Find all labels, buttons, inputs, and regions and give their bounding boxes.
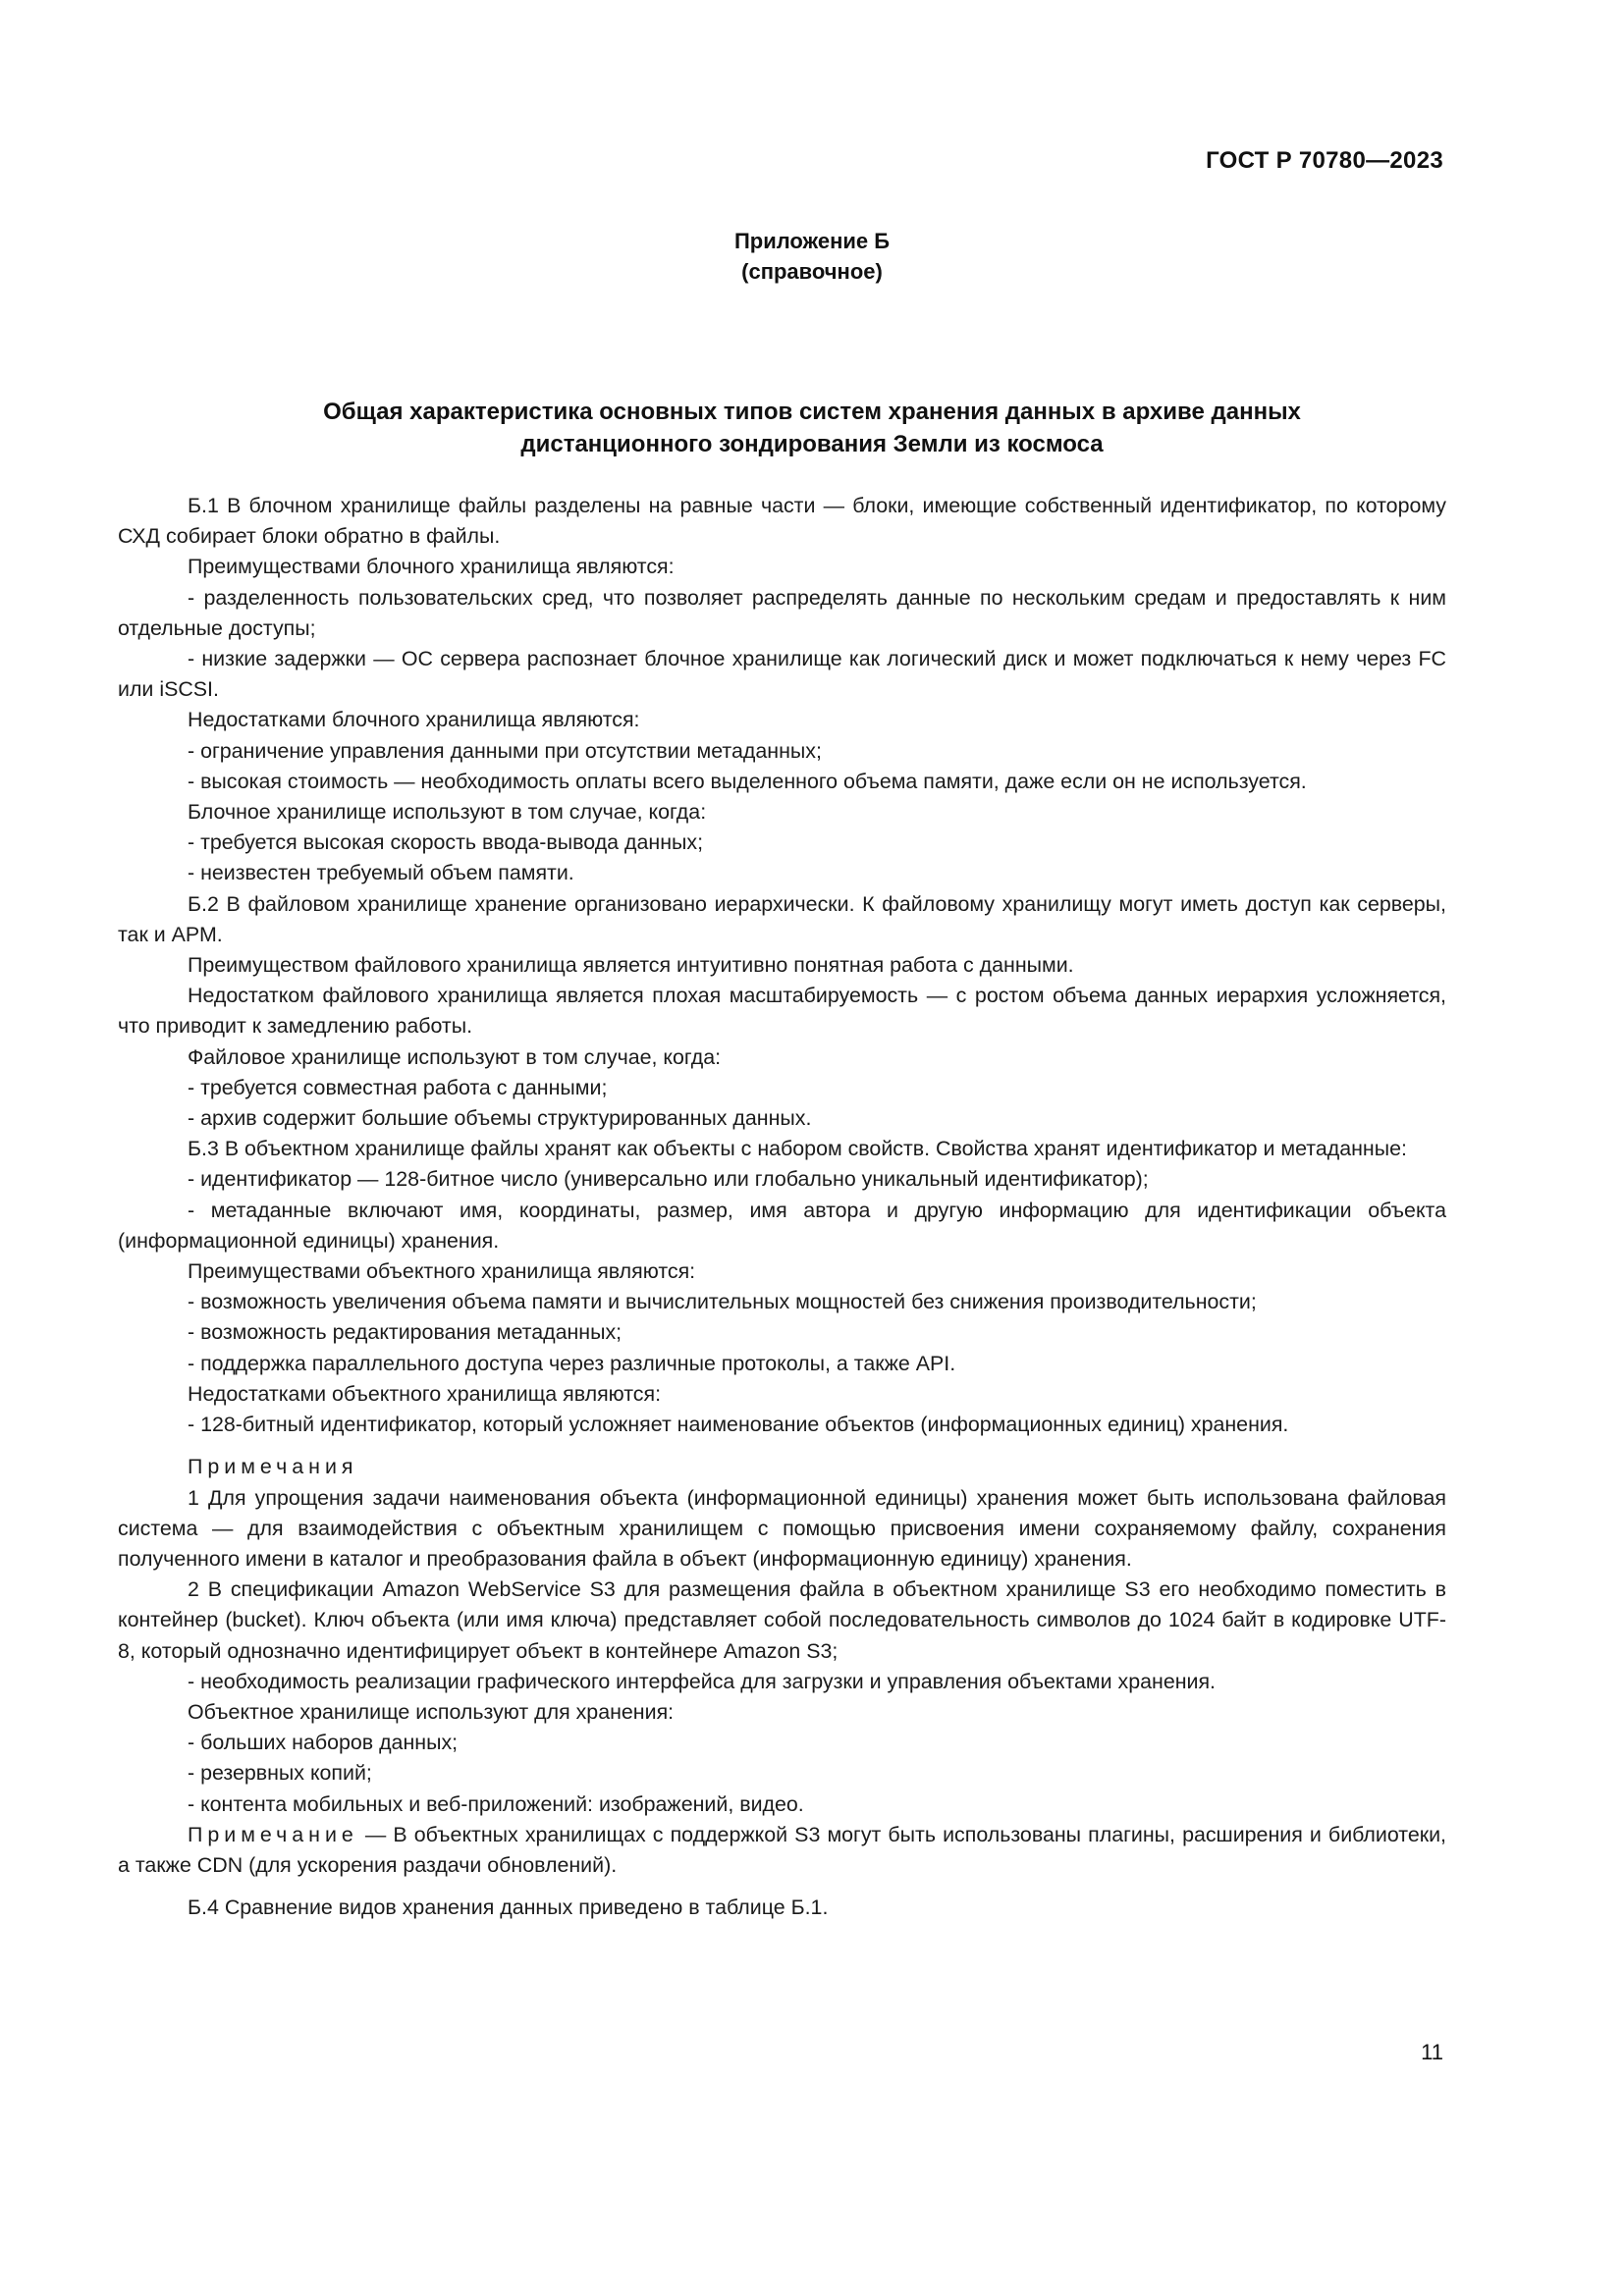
list-item: - резервных копий;	[188, 1761, 372, 1786]
spacer	[118, 1881, 1446, 1893]
title-line-2: дистанционного зондирования Земли из космоса	[520, 431, 1104, 457]
list-item: - поддержка параллельного доступа через различные протоколы, а также API.	[188, 1351, 956, 1375]
list-item: - неизвестен требуемый объем памяти.	[188, 861, 574, 885]
paragraph: Объектное хранилище используют для хранения:	[188, 1699, 675, 1724]
list-item: - высокая стоимость — необходимость оплаты всего выделенного объема памяти, даже если он не используется.	[188, 769, 1307, 793]
notes-label: Примечания	[188, 1455, 358, 1479]
appendix-label: Приложение Б	[733, 229, 891, 253]
spacer	[118, 1440, 1446, 1452]
paragraph: Б.2 В файловом хранилище хранение организовано иерархически. К файловому хранилищу могут иметь доступ как серверы, так и АРМ.	[118, 891, 1446, 946]
paragraph: Недостатком файлового хранилища является плохая масштабируемость — с ростом объема данных иерархия усложняется, что приводит к замедлению работы.	[118, 984, 1446, 1039]
standard-number: ГОСТ Р 70780—2023	[1206, 147, 1443, 174]
single-note-label: Примечание	[188, 1822, 358, 1846]
paragraph: Б.3 В объектном хранилище файлы хранят как объекты с набором свойств. Свойства хранят идентификатор и метаданные:	[188, 1137, 1407, 1161]
appendix-title	[177, 396, 1447, 460]
note-item: 1 Для упрощения задачи наименования объекта (информационной единицы) хранения может быть использована файловая система — для взаимодействия с объектным хранилищем с помощью присвоения имени сохраняемому файлу, сохранения полученного имени в каталог и преобразования файла в объект (информационную единицу) хранения.	[118, 1485, 1446, 1571]
document-body	[118, 491, 1446, 1923]
list-item: - низкие задержки — ОС сервера распознает блочное хранилище как логический диск и может подключаться к нему через FC или iSCSI.	[118, 647, 1446, 702]
list-item: - идентификатор — 128-битное число (универсально или глобально уникальный идентификатор);	[188, 1167, 1149, 1192]
list-item: - требуется совместная работа с данными;	[188, 1075, 608, 1099]
paragraph: Преимуществами блочного хранилища являются:	[188, 555, 675, 579]
list-item: - необходимость реализации графического интерфейса для загрузки и управления объектами хранения.	[188, 1669, 1217, 1693]
list-item: - архив содержит большие объемы структурированных данных.	[188, 1106, 812, 1131]
list-item: - требуется высокая скорость ввода-вывода данных;	[188, 830, 704, 855]
list-item: - возможность редактирования метаданных;	[188, 1320, 623, 1345]
paragraph: Недостатками блочного хранилища являются:	[188, 708, 640, 732]
list-item: - 128-битный идентификатор, который усложняет наименование объектов (информационных единиц) хранения.	[188, 1413, 1289, 1437]
paragraph: Файловое хранилище используют в том случае, когда:	[188, 1044, 722, 1069]
title-line-1: Общая характеристика основных типов систем хранения данных в архиве данных	[323, 399, 1301, 425]
single-note-text: — В объектных хранилищах с поддержкой S3 могут быть использованы плагины, расширения и библиотеки, а также CDN (для ускорения раздачи обновлений).	[118, 1822, 1446, 1877]
list-item: - контента мобильных и веб-приложений: изображений, видео.	[188, 1791, 804, 1816]
list-item: - больших наборов данных;	[188, 1731, 459, 1755]
page-number: 11	[1421, 2040, 1443, 2064]
appendix-heading	[0, 226, 1624, 287]
list-item: - ограничение управления данными при отсутствии метаданных;	[188, 738, 822, 763]
list-item: - возможность увеличения объема памяти и вычислительных мощностей без снижения производительности;	[188, 1290, 1257, 1314]
paragraph: Блочное хранилище используют в том случае, когда:	[188, 800, 707, 825]
paragraph: Б.4 Сравнение видов хранения данных приведено в таблице Б.1.	[188, 1896, 829, 1920]
note-item: 2 В спецификации Amazon WebService S3 для размещения файла в объектном хранилище S3 его необходимо поместить в контейнер (bucket). Ключ объекта (или имя ключа) представляет собой последовательность символов до 1024 байт в кодировке UTF-8, который однозначно идентифицирует объект в контейнере Amazon S3;	[118, 1577, 1446, 1663]
appendix-type: (справочное)	[741, 259, 883, 284]
paragraph: Недостатками объектного хранилища являются:	[188, 1381, 662, 1406]
paragraph: Преимуществом файлового хранилища является интуитивно понятная работа с данными.	[188, 953, 1074, 978]
single-note	[118, 1820, 1446, 1881]
paragraph: Преимуществами объектного хранилища являются:	[188, 1259, 696, 1284]
paragraph: Б.1 В блочном хранилище файлы разделены на равные части — блоки, имеющие собственный идентификатор, по которому СХД собирает блоки обратно в файлы.	[118, 494, 1446, 549]
list-item: - метаданные включают имя, координаты, размер, имя автора и другую информацию для идентификации объекта (информационной единицы) хранения.	[118, 1198, 1446, 1253]
list-item: - разделенность пользовательских сред, что позволяет распределять данные по нескольким средам и предоставлять к ним отдельные доступы;	[118, 585, 1446, 640]
